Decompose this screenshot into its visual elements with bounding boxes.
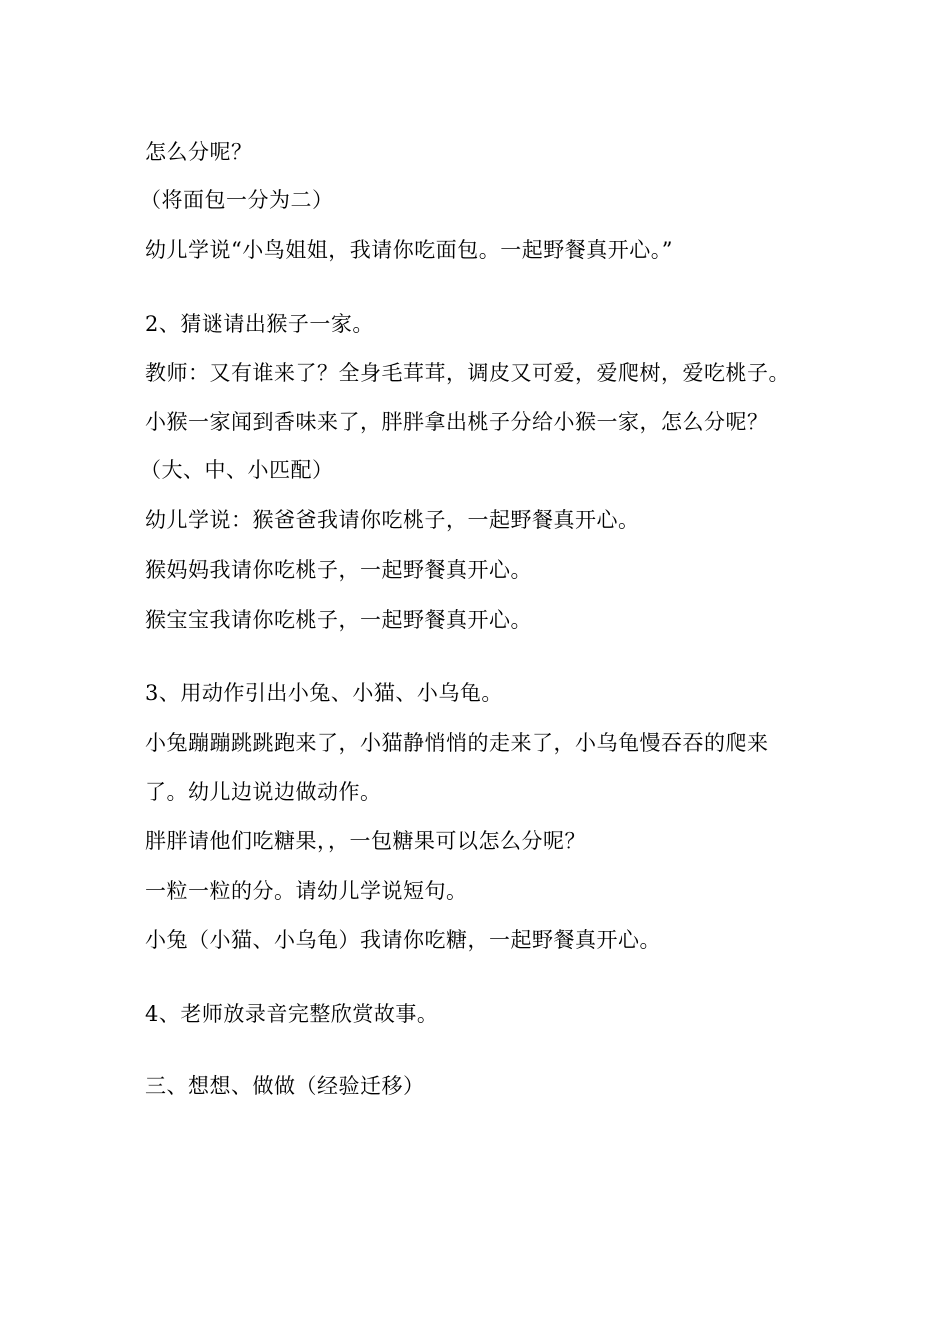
text-line: 教师：又有谁来了？全身毛茸茸，调皮又可爱，爱爬树，爱吃桃子。 <box>145 361 790 385</box>
section-heading: 2、猜谜请出猴子一家。 <box>145 312 374 336</box>
text-line: 胖胖请他们吃糖果，，一包糖果可以怎么分呢？ <box>145 829 586 853</box>
section-heading: 3、用动作引出小兔、小猫、小乌龟。 <box>145 681 503 705</box>
text-line: 了。幼儿边说边做动作。 <box>145 780 382 804</box>
text-line: （将面包一分为二） <box>140 188 334 212</box>
text-line: 怎么分呢？ <box>145 140 253 164</box>
section-heading: 三、想想、做做（经验迁移） <box>145 1074 425 1098</box>
text-line: 小兔蹦蹦跳跳跑来了，小猫静悄悄的走来了，小乌龟慢吞吞的爬来 <box>145 731 769 755</box>
text-line: 幼儿学说“小鸟姐姐，我请你吃面包。一起野餐真开心。” <box>145 238 673 262</box>
text-line: 一粒一粒的分。请幼儿学说短句。 <box>145 879 468 903</box>
text-line: 猴妈妈我请你吃桃子，一起野餐真开心。 <box>145 558 532 582</box>
section-heading: 4、老师放录音完整欣赏故事。 <box>145 1002 439 1026</box>
text-line: （大、中、小匹配） <box>140 458 334 482</box>
text-line: 小猴一家闻到香味来了，胖胖拿出桃子分给小猴一家，怎么分呢？ <box>145 410 769 434</box>
text-line: 猴宝宝我请你吃桃子，一起野餐真开心。 <box>145 608 532 632</box>
text-line: 幼儿学说：猴爸爸我请你吃桃子，一起野餐真开心。 <box>145 508 640 532</box>
text-line: 小兔（小猫、小乌龟）我请你吃糖，一起野餐真开心。 <box>145 928 661 952</box>
